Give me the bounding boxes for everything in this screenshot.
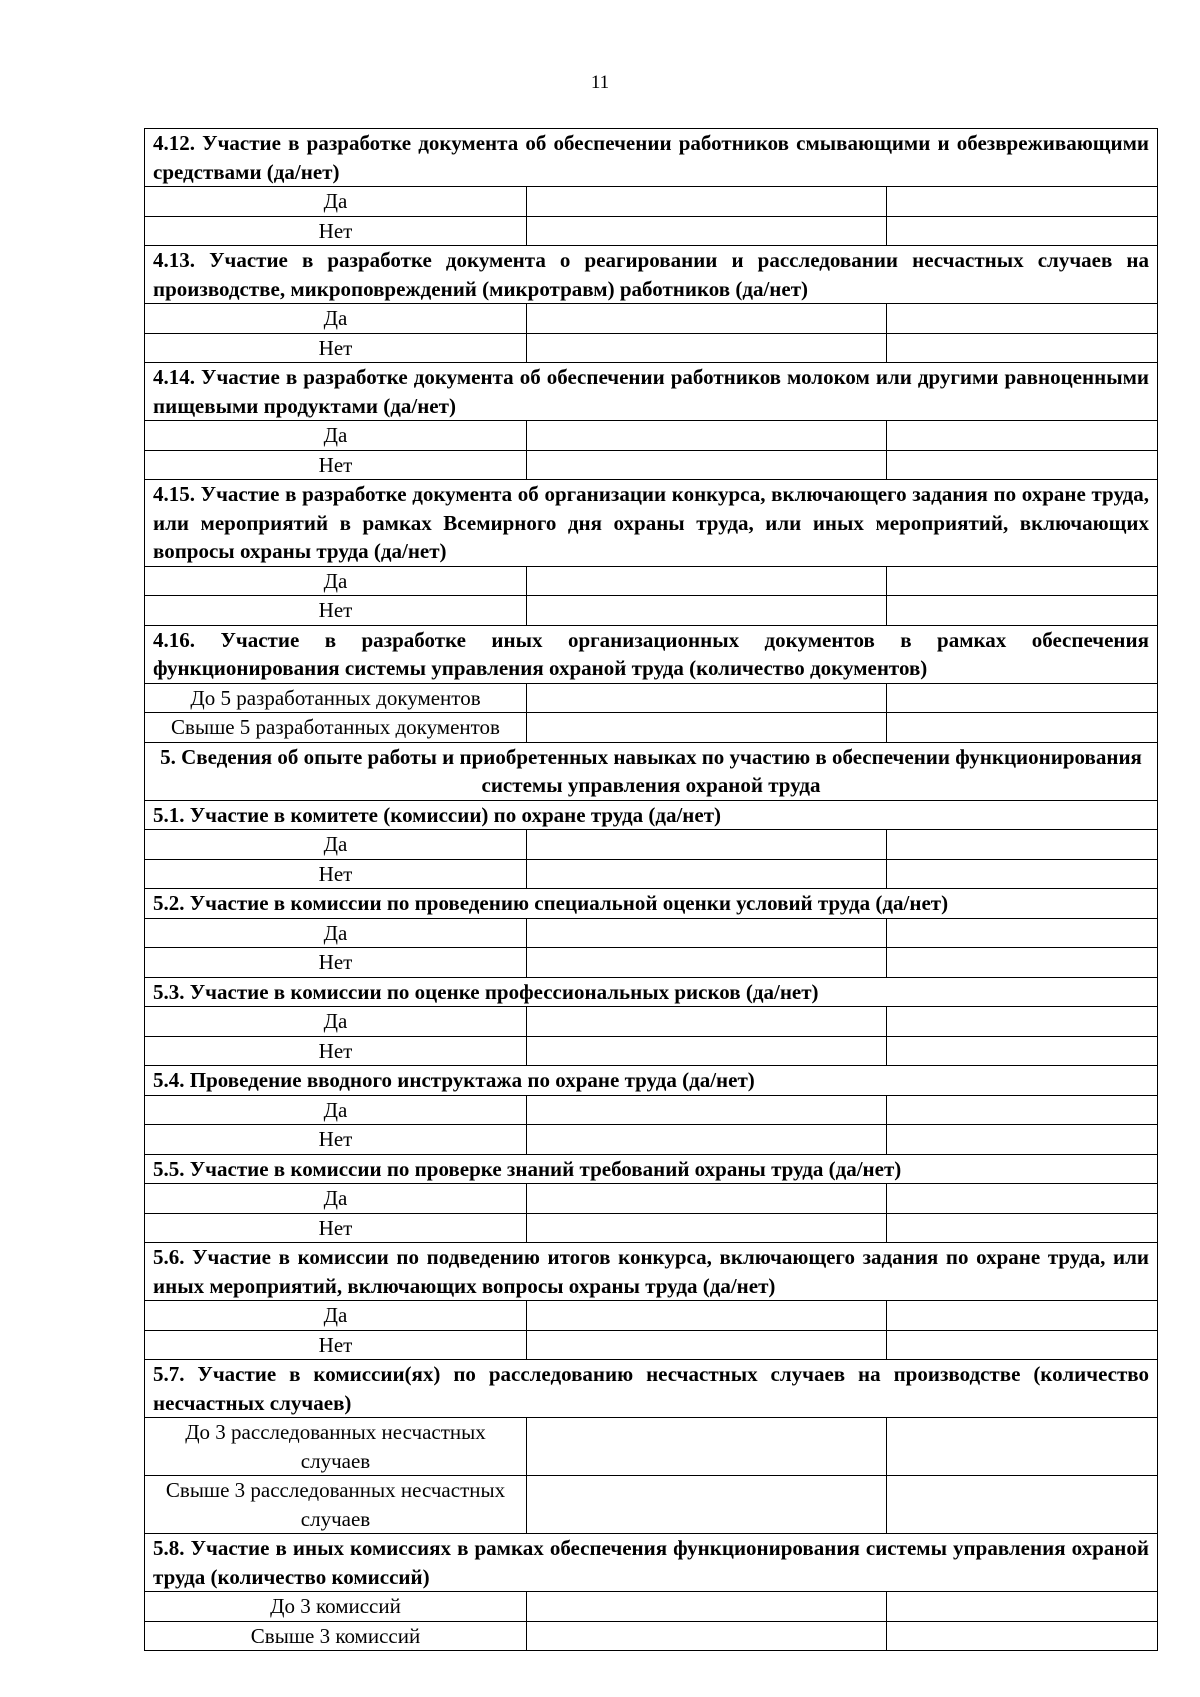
score-cell[interactable] xyxy=(887,1476,1158,1534)
answer-cell[interactable] xyxy=(527,304,887,334)
answer-cell[interactable] xyxy=(527,1007,887,1037)
question-text: 5.3. Участие в комиссии по оценке профессиональных рисков (да/нет) xyxy=(145,977,1158,1007)
question-row xyxy=(145,1360,1158,1418)
answer-row xyxy=(145,1036,1158,1066)
question-row xyxy=(145,977,1158,1007)
score-cell[interactable] xyxy=(887,566,1158,596)
answer-row xyxy=(145,1213,1158,1243)
score-cell[interactable] xyxy=(887,713,1158,743)
answer-cell[interactable] xyxy=(527,1213,887,1243)
answer-row xyxy=(145,1184,1158,1214)
question-text: 5.2. Участие в комиссии по проведению специальной оценки условий труда (да/нет) xyxy=(145,889,1158,919)
question-text: 5.5. Участие в комиссии по проверке знаний требований охраны труда (да/нет) xyxy=(145,1154,1158,1184)
question-text: 5.6. Участие в комиссии по подведению итогов конкурса, включающего задания по охране труда, или иных мероприятий, включающих вопросы охраны труда (да/нет) xyxy=(145,1243,1158,1301)
answer-cell[interactable] xyxy=(527,948,887,978)
answer-cell[interactable] xyxy=(527,713,887,743)
question-row xyxy=(145,1534,1158,1592)
answer-row xyxy=(145,918,1158,948)
answer-cell[interactable] xyxy=(527,859,887,889)
answer-row xyxy=(145,1301,1158,1331)
score-cell[interactable] xyxy=(887,1095,1158,1125)
score-cell[interactable] xyxy=(887,596,1158,626)
score-cell[interactable] xyxy=(887,187,1158,217)
answer-option-label: Нет xyxy=(145,1036,527,1066)
question-row xyxy=(145,800,1158,830)
score-cell[interactable] xyxy=(887,1036,1158,1066)
question-row xyxy=(145,363,1158,421)
score-cell[interactable] xyxy=(887,304,1158,334)
answer-cell[interactable] xyxy=(527,1184,887,1214)
answer-option-label: Нет xyxy=(145,596,527,626)
question-text: 5.1. Участие в комитете (комиссии) по охране труда (да/нет) xyxy=(145,800,1158,830)
question-text: 5.4. Проведение вводного инструктажа по охране труда (да/нет) xyxy=(145,1066,1158,1096)
answer-cell[interactable] xyxy=(527,1301,887,1331)
answer-option-label: Да xyxy=(145,187,527,217)
answer-option-label: Нет xyxy=(145,333,527,363)
answer-option-label: Нет xyxy=(145,450,527,480)
answer-option-label: Да xyxy=(145,830,527,860)
section-heading: 5. Сведения об опыте работы и приобретенных навыках по участию в обеспечении функционирования системы управления охраной труда xyxy=(145,742,1158,800)
answer-cell[interactable] xyxy=(527,1036,887,1066)
score-cell[interactable] xyxy=(887,1621,1158,1651)
page-number: 11 xyxy=(590,72,610,93)
answer-option-label: До 3 расследованных несчастных случаев xyxy=(145,1418,527,1476)
answer-cell[interactable] xyxy=(527,333,887,363)
answer-cell[interactable] xyxy=(527,1592,887,1622)
answer-cell[interactable] xyxy=(527,450,887,480)
answer-option-label: Нет xyxy=(145,1125,527,1155)
score-cell[interactable] xyxy=(887,1301,1158,1331)
answer-cell[interactable] xyxy=(527,187,887,217)
answer-option-label: Да xyxy=(145,566,527,596)
score-cell[interactable] xyxy=(887,830,1158,860)
answer-option-label: Свыше 3 расследованных несчастных случаев xyxy=(145,1476,527,1534)
answer-option-label: Свыше 5 разработанных документов xyxy=(145,713,527,743)
answer-cell[interactable] xyxy=(527,830,887,860)
question-text: 5.7. Участие в комиссии(ях) по расследованию несчастных случаев на производстве (количество несчастных случаев) xyxy=(145,1360,1158,1418)
answer-cell[interactable] xyxy=(527,216,887,246)
question-row xyxy=(145,1066,1158,1096)
answer-cell[interactable] xyxy=(527,566,887,596)
score-cell[interactable] xyxy=(887,948,1158,978)
question-text: 4.12. Участие в разработке документа об обеспечении работников смывающими и обезвреживающими средствами (да/нет) xyxy=(145,129,1158,187)
questionnaire-table xyxy=(144,128,1158,1651)
answer-option-label: Нет xyxy=(145,216,527,246)
question-text: 4.15. Участие в разработке документа об организации конкурса, включающего задания по охране труда, или мероприятий в рамках Всемирного дня охраны труда, или иных мероприятий, включающих вопросы охраны труда (да/нет) xyxy=(145,480,1158,567)
answer-row xyxy=(145,566,1158,596)
answer-row xyxy=(145,1095,1158,1125)
answer-row xyxy=(145,450,1158,480)
answer-option-label: До 5 разработанных документов xyxy=(145,683,527,713)
answer-option-label: Свыше 3 комиссий xyxy=(145,1621,527,1651)
answer-row xyxy=(145,187,1158,217)
score-cell[interactable] xyxy=(887,683,1158,713)
answer-row xyxy=(145,216,1158,246)
answer-cell[interactable] xyxy=(527,1476,887,1534)
question-row xyxy=(145,129,1158,187)
question-row xyxy=(145,625,1158,683)
answer-option-label: До 3 комиссий xyxy=(145,1592,527,1622)
answer-cell[interactable] xyxy=(527,918,887,948)
score-cell[interactable] xyxy=(887,421,1158,451)
answer-row xyxy=(145,859,1158,889)
answer-row xyxy=(145,1476,1158,1534)
answer-row xyxy=(145,304,1158,334)
answer-row xyxy=(145,1125,1158,1155)
question-text: 5.8. Участие в иных комиссиях в рамках обеспечения функционирования системы управления охраной труда (количество комиссий) xyxy=(145,1534,1158,1592)
score-cell[interactable] xyxy=(887,1007,1158,1037)
question-row xyxy=(145,246,1158,304)
question-row xyxy=(145,480,1158,567)
answer-cell[interactable] xyxy=(527,1330,887,1360)
score-cell[interactable] xyxy=(887,1184,1158,1214)
question-row xyxy=(145,1154,1158,1184)
answer-cell[interactable] xyxy=(527,1125,887,1155)
question-text: 4.16. Участие в разработке иных организационных документов в рамках обеспечения функционирования системы управления охраной труда (количество документов) xyxy=(145,625,1158,683)
score-cell[interactable] xyxy=(887,918,1158,948)
answer-option-label: Нет xyxy=(145,1330,527,1360)
answer-row xyxy=(145,1592,1158,1622)
question-text: 4.13. Участие в разработке документа о реагировании и расследовании несчастных случаев на производстве, микроповреждений (микротравм) работников (да/нет) xyxy=(145,246,1158,304)
score-cell[interactable] xyxy=(887,1125,1158,1155)
answer-cell[interactable] xyxy=(527,596,887,626)
score-cell[interactable] xyxy=(887,859,1158,889)
question-row xyxy=(145,1243,1158,1301)
answer-option-label: Да xyxy=(145,421,527,451)
answer-row xyxy=(145,596,1158,626)
answer-option-label: Нет xyxy=(145,859,527,889)
answer-cell[interactable] xyxy=(527,683,887,713)
score-cell[interactable] xyxy=(887,216,1158,246)
answer-cell[interactable] xyxy=(527,1621,887,1651)
answer-row xyxy=(145,1621,1158,1651)
answer-option-label: Да xyxy=(145,918,527,948)
answer-row xyxy=(145,333,1158,363)
table-body xyxy=(145,129,1158,1651)
score-cell[interactable] xyxy=(887,450,1158,480)
score-cell[interactable] xyxy=(887,333,1158,363)
answer-row xyxy=(145,713,1158,743)
answer-option-label: Да xyxy=(145,1095,527,1125)
answer-option-label: Да xyxy=(145,1184,527,1214)
answer-row xyxy=(145,1007,1158,1037)
answer-option-label: Да xyxy=(145,1301,527,1331)
answer-option-label: Да xyxy=(145,304,527,334)
score-cell[interactable] xyxy=(887,1418,1158,1476)
answer-row xyxy=(145,830,1158,860)
score-cell[interactable] xyxy=(887,1330,1158,1360)
answer-row xyxy=(145,421,1158,451)
answer-option-label: Да xyxy=(145,1007,527,1037)
question-text: 4.14. Участие в разработке документа об обеспечении работников молоком или другими равноценными пищевыми продуктами (да/нет) xyxy=(145,363,1158,421)
section-heading-row xyxy=(145,742,1158,800)
answer-cell[interactable] xyxy=(527,1095,887,1125)
answer-row xyxy=(145,948,1158,978)
answer-row xyxy=(145,1330,1158,1360)
question-row xyxy=(145,889,1158,919)
answer-cell[interactable] xyxy=(527,421,887,451)
answer-row xyxy=(145,683,1158,713)
answer-row xyxy=(145,1418,1158,1476)
score-cell[interactable] xyxy=(887,1592,1158,1622)
score-cell[interactable] xyxy=(887,1213,1158,1243)
answer-option-label: Нет xyxy=(145,948,527,978)
answer-cell[interactable] xyxy=(527,1418,887,1476)
answer-option-label: Нет xyxy=(145,1213,527,1243)
